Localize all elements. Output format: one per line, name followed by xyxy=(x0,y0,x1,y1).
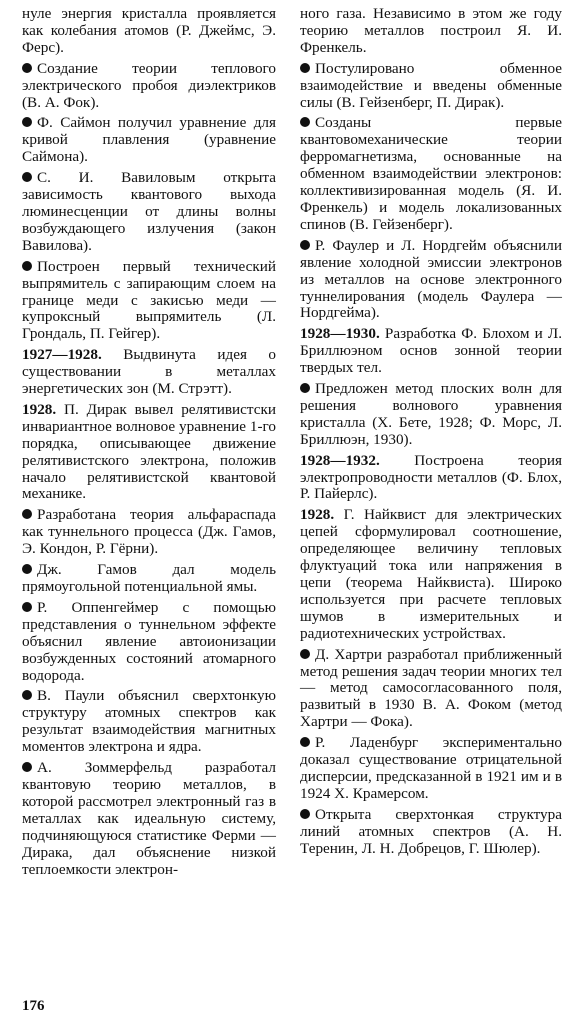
bullet-icon xyxy=(300,649,310,659)
entry-year: 1928—1930. xyxy=(300,325,380,343)
bullet-entry xyxy=(300,238,562,323)
bullet-entry xyxy=(300,735,562,803)
bullet-icon xyxy=(22,762,32,772)
continuation-entry xyxy=(300,6,562,57)
entry-text: Разработана теория альфараспада как туннельного процесса (Дж. Гамов, Э. Кондон, Р. Гёрни). xyxy=(22,506,276,558)
year-entry xyxy=(22,347,276,398)
bullet-icon xyxy=(22,690,32,700)
entry-text: Р. Оппенгеймер с помощью представления о туннельном эффекте объяснил явление автоионизации возбужденных состояний атомарного водорода. xyxy=(22,598,276,684)
bullet-icon xyxy=(300,240,310,250)
bullet-icon xyxy=(22,602,32,612)
entry-text: Построена теория электропроводности металлов (Ф. Блох, Р. Пайерлс). xyxy=(300,451,562,503)
bullet-entry xyxy=(22,760,276,878)
entry-text: П. Дирак вывел релятивистски инвариантное волновое уравнение 1-го порядка, описывающее движение релятивистского электрона, положив начало релятивистской квантовой механике. xyxy=(22,400,276,503)
entry-text: Разработка Ф. Блохом и Л. Бриллюэном основ зонной теории твердых тел. xyxy=(300,325,563,377)
bullet-entry xyxy=(300,115,562,233)
entry-text: Р. Фаулер и Л. Нордгейм объяснили явление холодной эмиссии электронов из металлов на основе электронного туннелирования (модель Фаулера — Нордгейма). xyxy=(300,236,562,322)
entry-text: Дж. Гамов дал модель прямоугольной потенциальной ямы. xyxy=(22,561,276,595)
entry-text: нуле энергия кристалла проявляется как колебания атомов (Р. Джеймс, Э. Ферс). xyxy=(22,5,276,56)
bullet-icon xyxy=(300,383,310,393)
left-column xyxy=(22,6,276,882)
year-entry xyxy=(300,507,562,642)
bullet-entry xyxy=(22,562,276,596)
bullet-entry xyxy=(300,61,562,112)
entry-text: Созданы первые квантовомеханические теории ферромагнетизма, основанные на обменном взаимодействии электронов: коллективизированная модель (Я. И. Френкель) и модель локализованных спинов (В. Гейзенберг). xyxy=(300,114,562,233)
year-entry xyxy=(22,402,276,503)
bullet-icon xyxy=(300,117,310,127)
bullet-entry xyxy=(22,61,276,112)
bullet-icon xyxy=(300,809,310,819)
entry-text: А. Зоммерфельд разработал квантовую теорию металлов, в которой рассмотрел электронный газ в металлах как идеальную систему, подчиняющуюся статистике Ферми — Дирака, дал объяснение низкой теплоемкости электрон- xyxy=(22,759,276,878)
entry-text: Открыта сверхтонкая структура линий атомных спектров (А. Н. Теренин, Л. Н. Добрецов, Г. Шюлер). xyxy=(300,805,562,857)
bullet-entry xyxy=(22,259,276,344)
entry-year: 1928. xyxy=(300,506,335,524)
bullet-icon xyxy=(22,63,32,73)
entry-year: 1927—1928. xyxy=(22,346,102,364)
bullet-entry xyxy=(22,600,276,685)
entry-text: Г. Найквист для электрических цепей сформулировал соотношение, определяющее величину тепловых флуктуаций тока или напряжения в цепи (теорема Найквиста). Широко используется при расчете тепловых шумов в измерительных и радиотехнических устройствах. xyxy=(300,506,563,642)
entry-text: Создание теории теплового электрического пробоя диэлектриков (В. А. Фок). xyxy=(22,59,276,111)
bullet-entry xyxy=(22,170,276,255)
entry-text: Р. Ладенбург экспериментально доказал существование отрицательной дисперсии, предсказанной в 1921 им и в 1924 Х. Крамерсом. xyxy=(300,734,562,802)
entry-text: В. Паули объяснил сверхтонкую структуру атомных спектров как результат взаимодействия магнитных моментов электрона и ядра. xyxy=(22,687,276,756)
entry-text: С. И. Вавиловым открыта зависимость квантового выхода люминесценции от длины волны возбуждающего излучения (закон Вавилова). xyxy=(22,169,276,254)
entry-text: Выдвинута идея о существовании в металлах энергетических зон (М. Стрэтт). xyxy=(22,346,276,398)
bullet-entry xyxy=(22,507,276,558)
year-entry xyxy=(300,453,562,504)
entry-text: ного газа. Независимо в этом же году теорию металлов построил Я. И. Френкель. xyxy=(300,5,562,56)
right-column xyxy=(300,6,562,862)
bullet-icon xyxy=(300,737,310,747)
bullet-icon xyxy=(22,261,32,271)
bullet-icon xyxy=(22,509,32,519)
entry-text: Д. Хартри разработал приближенный метод решения задач теории многих тел — метод самосогласованного поля, развитый в 1930 В. А. Фоком (метод Хартри — Фока). xyxy=(300,645,562,731)
bullet-entry xyxy=(300,647,562,732)
bullet-entry xyxy=(22,115,276,166)
entry-year: 1928. xyxy=(22,400,57,418)
entry-year: 1928—1932. xyxy=(300,451,380,469)
bullet-icon xyxy=(300,63,310,73)
entry-text: Построен первый технический выпрямитель с запирающим слоем на границе меди с закисью меди — купроксный выпрямитель (Л. Грондаль, П. Гейгер). xyxy=(22,257,276,343)
bullet-entry xyxy=(22,688,276,756)
bullet-icon xyxy=(22,117,32,127)
bullet-icon xyxy=(22,564,32,574)
bullet-entry xyxy=(300,807,562,858)
entry-text: Постулировано обменное взаимодействие и введены обменные силы (В. Гейзенберг, П. Дирак). xyxy=(300,59,562,111)
page-number: 176 xyxy=(22,998,45,1014)
continuation-entry xyxy=(22,6,276,57)
entry-text: Ф. Саймон получил уравнение для кривой плавления (уравнение Саймона). xyxy=(22,114,276,166)
bullet-icon xyxy=(22,172,32,182)
bullet-entry xyxy=(300,381,562,449)
year-entry xyxy=(300,326,562,377)
entry-text: Предложен метод плоских волн для решения волнового уравнения кристалла (Х. Бете, 1928; Ф. Морс, Л. Бриллюэн, 1930). xyxy=(300,380,562,448)
